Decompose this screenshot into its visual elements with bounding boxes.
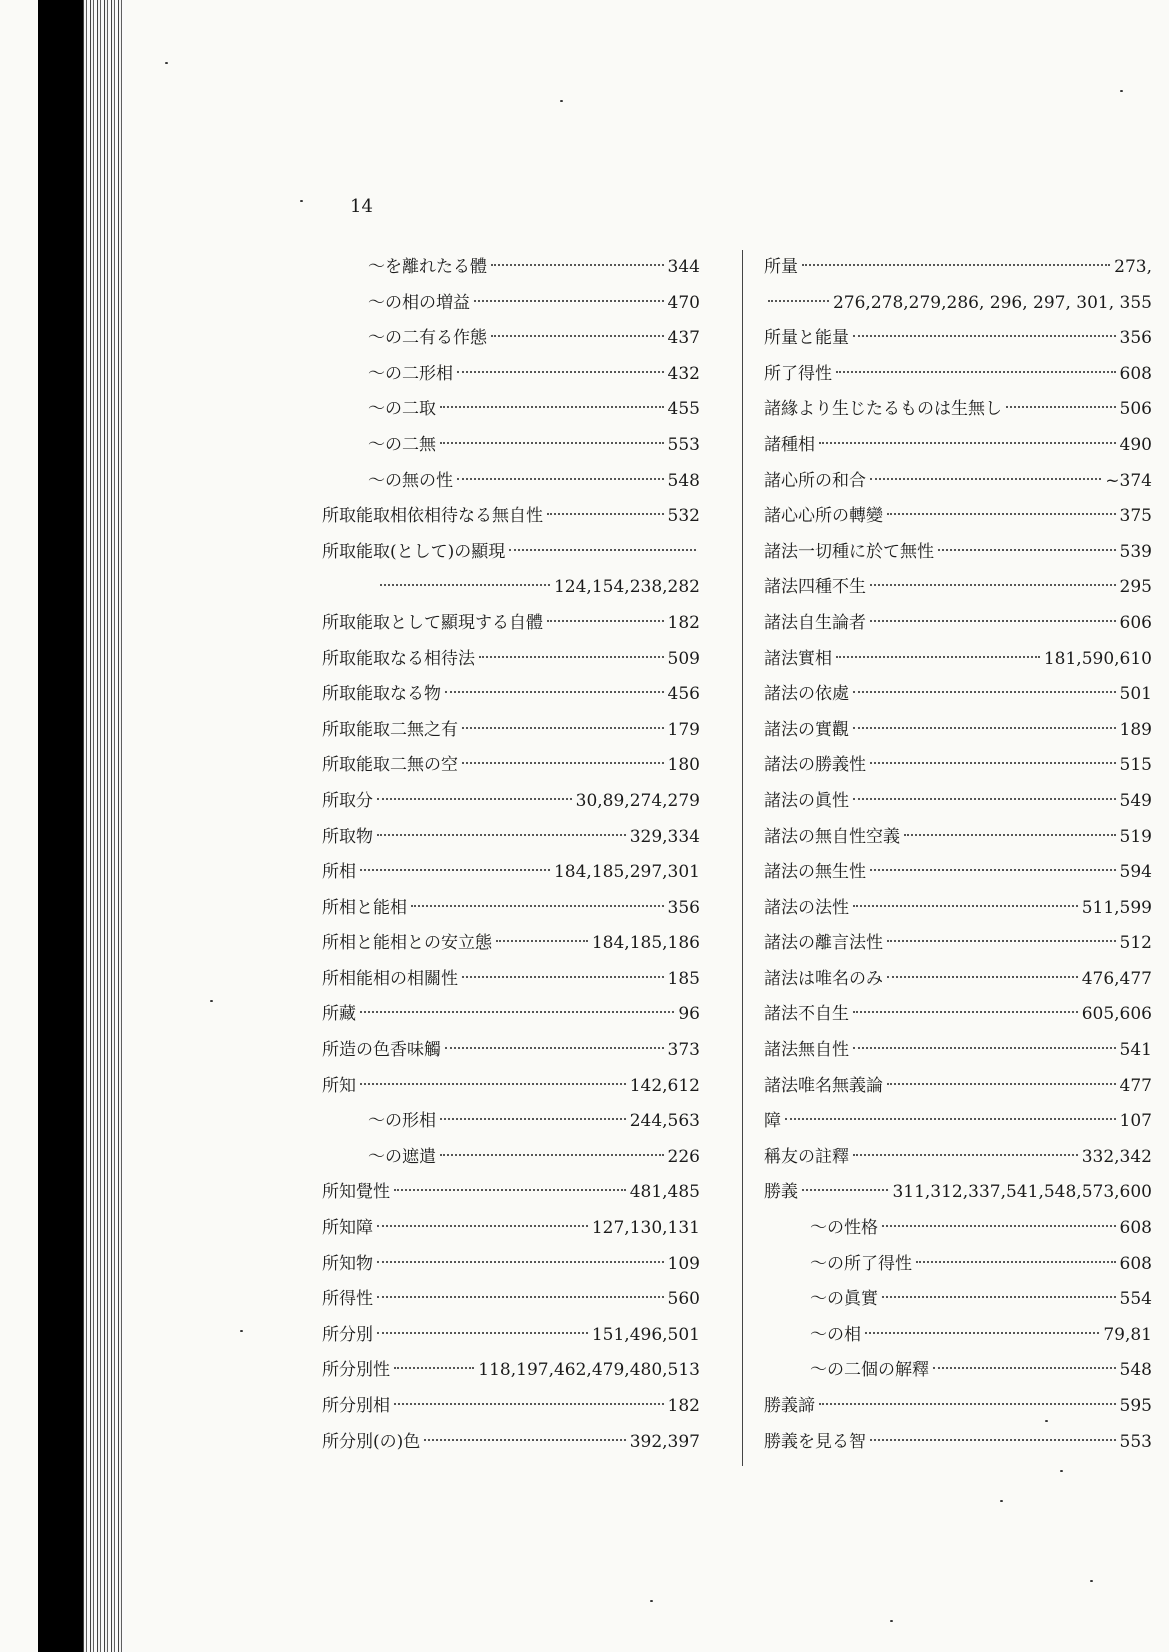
scan-speck [560, 100, 563, 102]
index-page-numbers: 506 [1119, 399, 1152, 420]
leader-dots [887, 940, 1116, 942]
leader-dots [547, 513, 664, 515]
index-term: 諸緣より生じたるものは生無し [764, 399, 1002, 420]
index-entry [764, 1211, 1152, 1247]
leader-dots [904, 834, 1116, 836]
index-page-numbers: 79,81 [1103, 1324, 1152, 1345]
index-term: 所相 [322, 862, 356, 883]
index-page-numbers: 606 [1119, 612, 1152, 633]
index-term: 〜の形相 [368, 1111, 436, 1132]
index-term: 諸法自生論者 [764, 612, 866, 633]
index-term: 諸種相 [764, 434, 815, 455]
index-page-numbers: 605,606 [1081, 1004, 1152, 1025]
index-term: 諸法の依處 [764, 684, 849, 705]
leader-dots [411, 905, 664, 907]
leader-dots [394, 1403, 664, 1405]
index-page-numbers: 124,154,238,282 [553, 577, 700, 598]
index-term: 所取能取二無の空 [322, 755, 458, 776]
index-entry [764, 677, 1152, 713]
index-page-numbers: 541 [1119, 1040, 1152, 1061]
index-page-numbers: 608 [1119, 363, 1152, 384]
index-term: 所量と能量 [764, 328, 849, 349]
index-page-numbers: 608 [1119, 1218, 1152, 1239]
leader-dots [380, 584, 550, 586]
scan-speck [1060, 1470, 1063, 1472]
leader-dots [474, 300, 664, 302]
index-entry [764, 1425, 1152, 1461]
index-term: 諸法四種不生 [764, 577, 866, 598]
index-term: 所分別相 [322, 1396, 390, 1416]
leader-dots [394, 1189, 626, 1191]
leader-dots [853, 1154, 1078, 1156]
leader-dots [870, 620, 1116, 622]
index-page-numbers: 151,496,501 [591, 1324, 700, 1345]
leader-dots [882, 1225, 1116, 1227]
column-divider [742, 250, 743, 1466]
index-page-numbers: 548 [1119, 1360, 1152, 1381]
index-page-numbers: 595 [1119, 1396, 1152, 1416]
index-page-numbers: 477 [1119, 1075, 1152, 1096]
index-term: 所藏 [322, 1004, 356, 1025]
leader-dots [882, 1296, 1116, 1298]
index-entry [764, 1247, 1152, 1283]
leader-dots [870, 478, 1101, 480]
index-entry [764, 1353, 1152, 1389]
index-term: 勝義諦 [764, 1396, 815, 1416]
index-entry [764, 392, 1152, 428]
index-term: 〜の二無 [368, 434, 436, 455]
index-term: 所了得性 [764, 363, 832, 384]
index-term: 所知 [322, 1075, 356, 1096]
leader-dots [377, 1225, 588, 1227]
leader-dots [547, 620, 664, 622]
leader-dots [853, 727, 1116, 729]
index-entry [322, 1175, 700, 1211]
index-page-numbers: 373 [667, 1040, 700, 1061]
index-term: 諸法の法性 [764, 897, 849, 918]
index-page-numbers: 456 [667, 684, 700, 705]
index-page-numbers: 549 [1119, 790, 1152, 811]
index-entry [764, 1069, 1152, 1105]
index-term: 〜を離れたる體 [368, 257, 487, 277]
leader-dots [377, 798, 572, 800]
index-entry [322, 250, 700, 286]
leader-dots [509, 549, 696, 551]
index-page-numbers: 244,563 [629, 1111, 700, 1132]
index-entry [322, 1247, 700, 1283]
index-entry [764, 1033, 1152, 1069]
index-entry [764, 642, 1152, 678]
leader-dots [377, 1332, 588, 1334]
index-term: 所分別(の)色 [322, 1431, 421, 1452]
leader-dots [377, 834, 626, 836]
index-term: 〜の所了得性 [810, 1253, 912, 1274]
scan-speck [165, 62, 168, 64]
index-page-numbers: 554 [1119, 1289, 1152, 1310]
index-term: 所取分 [322, 790, 373, 811]
leader-dots [938, 549, 1116, 551]
index-entry [764, 962, 1152, 998]
index-page-numbers: 481,485 [629, 1182, 700, 1203]
index-term: 所相能相の相關性 [322, 968, 458, 989]
index-term: 諸心所の和合 [764, 470, 866, 491]
index-entry [322, 535, 700, 571]
scan-speck [1120, 90, 1123, 92]
index-entry [764, 570, 1152, 606]
index-page-numbers: 344 [667, 257, 700, 277]
leader-dots [819, 442, 1116, 444]
index-term: 勝義を見る智 [764, 1431, 866, 1452]
leader-dots [853, 1047, 1116, 1049]
index-term: 所知障 [322, 1218, 373, 1239]
index-term: 諸法は唯名のみ [764, 968, 883, 989]
index-entry [322, 891, 700, 927]
index-entry [322, 784, 700, 820]
index-page-numbers: 185 [667, 968, 700, 989]
leader-dots [887, 1083, 1116, 1085]
index-entry [322, 606, 700, 642]
index-column-right [764, 250, 1152, 1470]
index-entry [322, 677, 700, 713]
leader-dots [1006, 406, 1116, 408]
index-page-numbers: 30,89,274,279 [575, 790, 700, 811]
index-page-numbers: 553 [1119, 1431, 1152, 1452]
leader-dots [853, 798, 1116, 800]
scan-speck [1090, 1580, 1093, 1582]
leader-dots [424, 1439, 625, 1441]
index-entry [764, 1389, 1152, 1425]
leader-dots [870, 869, 1116, 871]
index-page-numbers: 107 [1119, 1111, 1152, 1132]
index-entry [322, 1140, 700, 1176]
index-page-numbers: 142,612 [629, 1075, 700, 1096]
index-page-numbers: 515 [1119, 755, 1152, 776]
index-page-numbers: 501 [1119, 684, 1152, 705]
index-entry [322, 464, 700, 500]
scan-binding-lines [83, 0, 125, 1652]
index-term: 所相と能相 [322, 897, 407, 918]
index-entry [764, 997, 1152, 1033]
scan-speck [1000, 1500, 1003, 1502]
leader-dots [870, 1439, 1116, 1441]
leader-dots [360, 1011, 674, 1013]
index-page-numbers: 118,197,462,479,480,513 [478, 1360, 700, 1381]
index-entry [322, 1033, 700, 1069]
index-term: 所造の色香味觸 [322, 1040, 441, 1061]
index-term: 所相と能相との安立態 [322, 933, 492, 954]
leader-dots [440, 406, 664, 408]
index-term: 諸法の實觀 [764, 719, 849, 740]
index-term: 〜の二形相 [368, 363, 453, 384]
index-entry [764, 428, 1152, 464]
index-page-numbers: 375 [1119, 506, 1152, 527]
index-term: 所知覺性 [322, 1182, 390, 1203]
scan-speck [210, 1000, 213, 1002]
index-entry [764, 357, 1152, 393]
index-entry [322, 1211, 700, 1247]
index-page-numbers: 311,312,337,541,548,573,600 [892, 1182, 1152, 1203]
index-entry [322, 428, 700, 464]
leader-dots [802, 1189, 888, 1191]
index-term: 所取能取(として)の顯現 [322, 541, 506, 562]
leader-dots [933, 1367, 1116, 1369]
index-term: 〜の相 [810, 1324, 861, 1345]
index-column-left [322, 250, 700, 1470]
index-term: 稱友の註釋 [764, 1146, 849, 1167]
index-term: 諸法の離言法性 [764, 933, 883, 954]
index-entry [764, 713, 1152, 749]
index-term: 諸法の勝義性 [764, 755, 866, 776]
leader-dots [768, 300, 829, 302]
leader-dots [491, 264, 664, 266]
index-page-numbers: 189 [1119, 719, 1152, 740]
index-entry [322, 855, 700, 891]
index-page-numbers: 182 [667, 612, 700, 633]
index-entry [322, 1318, 700, 1354]
leader-dots [440, 1118, 626, 1120]
index-page-numbers: 560 [667, 1289, 700, 1310]
leader-dots [865, 1332, 1099, 1334]
index-entry [764, 820, 1152, 856]
scan-binding-edge [38, 0, 83, 1652]
index-page-numbers: 276,278,279,286, 296, 297, 301, 355 [832, 292, 1152, 313]
index-term: 〜の眞實 [810, 1289, 878, 1310]
index-entry [322, 1069, 700, 1105]
leader-dots [819, 1403, 1116, 1405]
index-entry [322, 997, 700, 1033]
leader-dots [462, 727, 664, 729]
index-entry [764, 321, 1152, 357]
leader-dots [462, 762, 664, 764]
index-page-numbers: 356 [1119, 328, 1152, 349]
leader-dots [836, 371, 1116, 373]
index-entry [764, 891, 1152, 927]
leader-dots [440, 1154, 664, 1156]
index-entry [322, 286, 700, 322]
index-entry [322, 570, 700, 606]
scan-speck [890, 1620, 893, 1622]
index-page-numbers: 532 [667, 506, 700, 527]
index-page-numbers: 356 [667, 897, 700, 918]
index-term: 所取能取として顯現する自體 [322, 612, 543, 633]
index-term: 諸法唯名無義論 [764, 1075, 883, 1096]
index-term: 〜の性格 [810, 1218, 878, 1239]
index-entry [764, 464, 1152, 500]
index-term: 勝義 [764, 1182, 798, 1203]
leader-dots [870, 584, 1116, 586]
index-term: 所量 [764, 257, 798, 277]
index-page-numbers: 512 [1119, 933, 1152, 954]
index-term: 所取能取相依相待なる無自性 [322, 506, 543, 527]
index-entry [764, 606, 1152, 642]
index-page-numbers: ~374 [1105, 470, 1152, 491]
index-page-numbers: 455 [667, 399, 700, 420]
index-page-numbers: 332,342 [1081, 1146, 1152, 1167]
index-entry [322, 926, 700, 962]
index-page-numbers: 329,334 [629, 826, 700, 847]
index-term: 所分別性 [322, 1360, 390, 1381]
index-entry [322, 357, 700, 393]
index-term: 所得性 [322, 1289, 373, 1310]
index-page-numbers: 511,599 [1081, 897, 1152, 918]
index-term: 諸法實相 [764, 648, 832, 669]
index-entry [764, 286, 1152, 322]
index-entry [764, 250, 1152, 286]
index-page-numbers: 109 [667, 1253, 700, 1274]
index-term: 〜の相の増益 [368, 292, 470, 313]
leader-dots [440, 442, 664, 444]
index-page-numbers: 594 [1119, 862, 1152, 883]
index-page-numbers: 273, [1114, 257, 1152, 277]
index-entry [322, 642, 700, 678]
index-page-numbers: 181,590,610 [1043, 648, 1152, 669]
index-page-numbers: 179 [667, 719, 700, 740]
leader-dots [916, 1261, 1116, 1263]
index-entry [322, 962, 700, 998]
index-page-numbers: 432 [667, 363, 700, 384]
index-term: 諸法一切種に於て無性 [764, 541, 934, 562]
index-term: 所分別 [322, 1324, 373, 1345]
index-entry [764, 926, 1152, 962]
index-page-numbers: 490 [1119, 434, 1152, 455]
leader-dots [457, 371, 664, 373]
index-page-numbers: 180 [667, 755, 700, 776]
index-entry [322, 713, 700, 749]
leader-dots [887, 976, 1078, 978]
index-entry [322, 1353, 700, 1389]
index-term: 所取物 [322, 826, 373, 847]
index-page-numbers: 509 [667, 648, 700, 669]
scan-speck [300, 200, 303, 202]
leader-dots [445, 691, 664, 693]
index-page-numbers: 295 [1119, 577, 1152, 598]
index-entry [764, 1318, 1152, 1354]
leader-dots [377, 1261, 664, 1263]
scan-speck [1045, 1420, 1048, 1422]
index-entry [764, 1140, 1152, 1176]
index-entry [322, 1282, 700, 1318]
index-entry [322, 1104, 700, 1140]
index-term: 諸法の無生性 [764, 862, 866, 883]
index-term: 諸法無自性 [764, 1040, 849, 1061]
index-entry [322, 392, 700, 428]
index-page-numbers: 437 [667, 328, 700, 349]
index-term: 所取能取なる相待法 [322, 648, 475, 669]
leader-dots [394, 1367, 474, 1369]
index-term: 〜の遮遣 [368, 1146, 436, 1167]
index-entry [322, 1389, 700, 1425]
index-term: 障 [764, 1111, 781, 1132]
index-entry [322, 748, 700, 784]
leader-dots [360, 869, 550, 871]
index-page-numbers: 182 [667, 1396, 700, 1416]
index-page-numbers: 470 [667, 292, 700, 313]
index-page-numbers: 476,477 [1081, 968, 1152, 989]
index-page-numbers: 184,185,186 [591, 933, 700, 954]
index-term: 〜の無の性 [368, 470, 453, 491]
leader-dots [462, 976, 664, 978]
index-term: 諸心心所の轉變 [764, 506, 883, 527]
index-page-numbers: 226 [667, 1146, 700, 1167]
index-entry [764, 535, 1152, 571]
index-entry [322, 820, 700, 856]
index-page-numbers: 553 [667, 434, 700, 455]
index-page-numbers: 539 [1119, 541, 1152, 562]
index-term: 所取能取二無之有 [322, 719, 458, 740]
index-page-numbers: 96 [678, 1004, 700, 1025]
leader-dots [853, 1011, 1078, 1013]
index-term: 〜の二個の解釋 [810, 1360, 929, 1381]
leader-dots [445, 1047, 664, 1049]
index-page-numbers: 548 [667, 470, 700, 491]
leader-dots [360, 1083, 626, 1085]
scan-speck [650, 1600, 653, 1602]
index-entry [764, 1104, 1152, 1140]
leader-dots [853, 691, 1116, 693]
index-term: 所取能取なる物 [322, 684, 441, 705]
leader-dots [785, 1118, 1116, 1120]
leader-dots [377, 1296, 664, 1298]
index-entry [764, 855, 1152, 891]
index-term: 〜の二取 [368, 399, 436, 420]
index-entry [764, 784, 1152, 820]
page-number: 14 [350, 196, 373, 217]
leader-dots [802, 264, 1110, 266]
index-page-numbers: 519 [1119, 826, 1152, 847]
index-page-numbers: 392,397 [629, 1431, 700, 1452]
leader-dots [496, 940, 588, 942]
index-entry [322, 1425, 700, 1461]
index-page-numbers: 127,130,131 [591, 1218, 700, 1239]
index-term: 諸法の眞性 [764, 790, 849, 811]
index-entry [764, 499, 1152, 535]
scan-speck [240, 1330, 243, 1332]
index-entry [322, 321, 700, 357]
index-entry [764, 748, 1152, 784]
index-term: 諸法の無自性空義 [764, 826, 900, 847]
index-entry [764, 1175, 1152, 1211]
index-term: 〜の二有る作態 [368, 328, 487, 349]
index-entry [764, 1282, 1152, 1318]
leader-dots [887, 513, 1116, 515]
index-page-numbers: 184,185,297,301 [553, 862, 700, 883]
index-term: 諸法不自生 [764, 1004, 849, 1025]
leader-dots [479, 656, 664, 658]
leader-dots [870, 762, 1116, 764]
leader-dots [836, 656, 1040, 658]
leader-dots [491, 335, 664, 337]
leader-dots [853, 335, 1116, 337]
leader-dots [853, 905, 1078, 907]
index-term: 所知物 [322, 1253, 373, 1274]
leader-dots [457, 478, 664, 480]
index-page-numbers: 608 [1119, 1253, 1152, 1274]
index-entry [322, 499, 700, 535]
